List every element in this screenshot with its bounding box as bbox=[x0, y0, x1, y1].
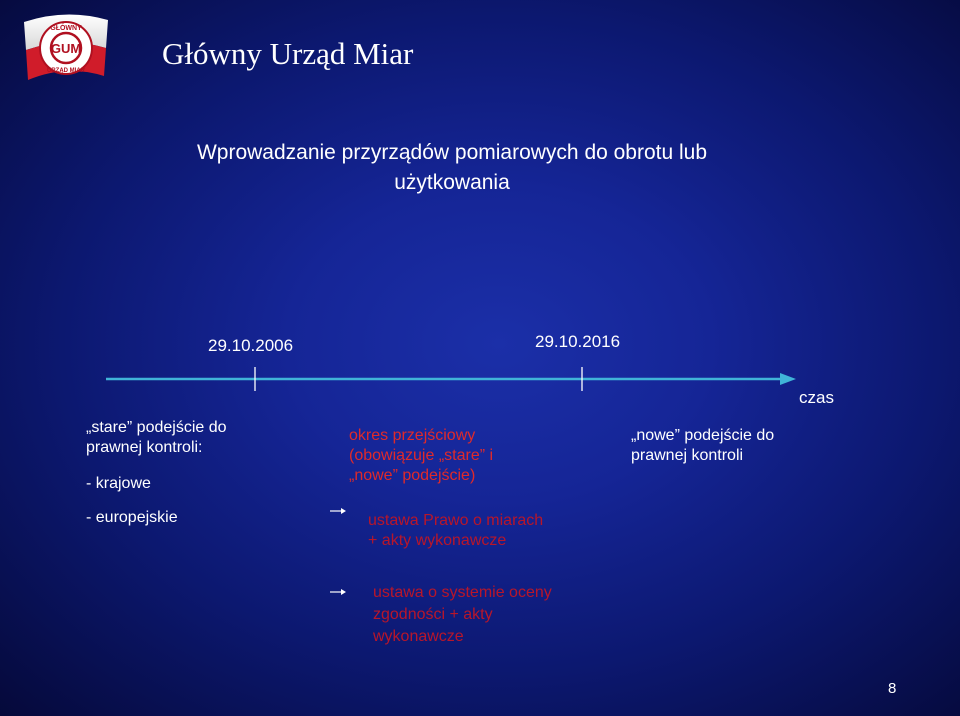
law2-line-2: zgodności + akty bbox=[373, 606, 493, 623]
subtitle-line-2: użytkowania bbox=[394, 171, 510, 194]
law2-line-1: ustawa o systemie oceny bbox=[373, 584, 552, 601]
timeline-date-start: 29.10.2006 bbox=[208, 336, 294, 355]
new-approach-line-2: prawnej kontroli bbox=[631, 447, 744, 464]
old-approach-item-european: - europejskie bbox=[86, 509, 178, 526]
timeline-date-end: 29.10.2016 bbox=[535, 332, 621, 351]
timeline-arrowhead bbox=[780, 373, 796, 385]
law2-arrowhead bbox=[341, 589, 346, 595]
transition-line-1: okres przejściowy bbox=[349, 427, 476, 444]
old-approach-line-2: prawnej kontroli: bbox=[86, 439, 203, 456]
new-approach-line-1: „nowe” podejście do bbox=[631, 427, 775, 444]
gum-logo bbox=[20, 10, 112, 84]
page-title: Główny Urząd Miar bbox=[162, 36, 414, 71]
subtitle-line-1: Wprowadzanie przyrządów pomiarowych do obrotu lub bbox=[196, 141, 708, 164]
old-approach-item-national: - krajowe bbox=[86, 475, 151, 492]
page-number: 8 bbox=[888, 680, 897, 697]
timeline-axis-label: czas bbox=[799, 388, 834, 407]
law1-line-2: + akty wykonawcze bbox=[368, 532, 507, 549]
logo-center-text: GUM bbox=[50, 41, 82, 56]
logo-top-text: GŁÓWNY bbox=[50, 25, 82, 32]
old-approach-line-1: „stare” podejście do bbox=[86, 419, 227, 436]
transition-line-3: „nowe” podejście) bbox=[349, 467, 476, 484]
law1-line-1: ustawa Prawo o miarach bbox=[368, 512, 544, 529]
law2-line-3: wykonawcze bbox=[373, 628, 464, 645]
slide-subtitle bbox=[152, 138, 752, 198]
law1-arrowhead bbox=[341, 508, 346, 514]
logo-bottom-text: URZĄD MIAR bbox=[47, 68, 85, 74]
transition-line-2: (obowiązuje „stare” i bbox=[349, 447, 494, 464]
